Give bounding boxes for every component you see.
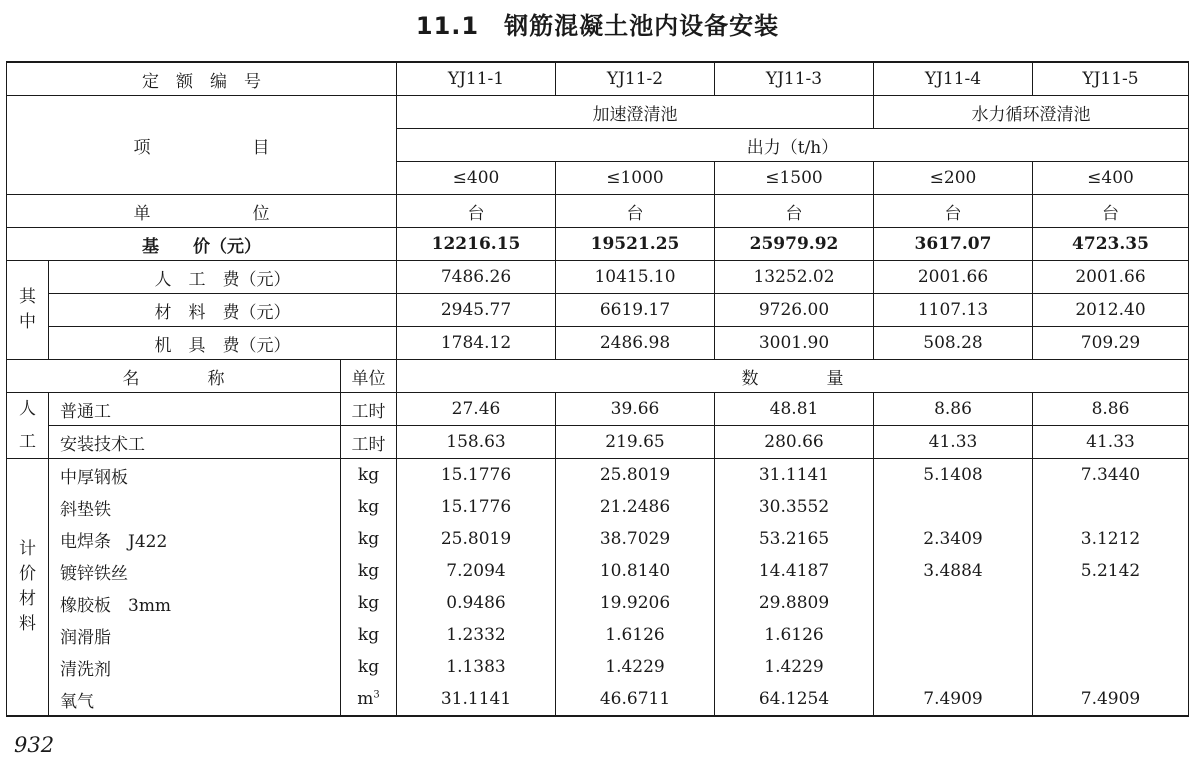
material-cell (874, 587, 1033, 619)
range-cell: ≤400 (1033, 162, 1189, 195)
breakdown-row (7, 261, 1189, 294)
quantity-header: 数 量 (397, 360, 1189, 393)
unit-text: m (357, 689, 374, 709)
breakdown-cell: 2945.77 (397, 294, 556, 327)
breakdown-cell: 6619.17 (556, 294, 715, 327)
code-cell: YJ11-1 (397, 62, 556, 96)
capacity-label: 出力（t/h） (397, 129, 1189, 162)
material-row (7, 587, 1189, 619)
material-unit: kg (341, 619, 397, 651)
labor-row (7, 393, 1189, 426)
base-price-cell: 3617.07 (874, 228, 1033, 261)
material-name: 润滑脂 (49, 619, 341, 651)
material-name: 镀锌铁丝 (49, 555, 341, 587)
breakdown-cell: 709.29 (1033, 327, 1189, 360)
material-cell: 25.8019 (556, 459, 715, 492)
name-header: 名 称 (7, 360, 341, 393)
material-cell: 1.2332 (397, 619, 556, 651)
material-cell: 1.6126 (715, 619, 874, 651)
side-char: 工 (19, 431, 36, 452)
base-price-label: 基 价（元） (7, 228, 397, 261)
material-row (7, 523, 1189, 555)
unit-cell: 台 (874, 195, 1033, 228)
material-row (7, 555, 1189, 587)
group-a-label: 加速澄清池 (397, 96, 874, 129)
material-cell: 1.1383 (397, 651, 556, 683)
labor-cell: 39.66 (556, 393, 715, 426)
material-row (7, 491, 1189, 523)
labor-cell: 8.86 (1033, 393, 1189, 426)
unit-cell: 台 (715, 195, 874, 228)
material-unit: kg (341, 651, 397, 683)
section-title: 11.1 钢筋混凝土池内设备安装 (415, 12, 780, 40)
material-unit: kg (341, 523, 397, 555)
base-price-cell: 19521.25 (556, 228, 715, 261)
base-price-cell: 4723.35 (1033, 228, 1189, 261)
material-cell: 0.9486 (397, 587, 556, 619)
material-cell: 15.1776 (397, 459, 556, 492)
material-name: 橡胶板 3mm (49, 587, 341, 619)
material-cell: 3.1212 (1033, 523, 1189, 555)
labor-cell: 48.81 (715, 393, 874, 426)
labor-cell: 27.46 (397, 393, 556, 426)
material-cell: 38.7029 (556, 523, 715, 555)
side-char: 人 (19, 398, 36, 419)
material-cell: 53.2165 (715, 523, 874, 555)
breakdown-cell: 3001.90 (715, 327, 874, 360)
material-name: 电焊条 J422 (49, 523, 341, 555)
side-char: 料 (19, 614, 36, 634)
breakdown-row (7, 327, 1189, 360)
breakdown-cell: 1784.12 (397, 327, 556, 360)
labor-cell: 41.33 (1033, 426, 1189, 459)
breakdown-cell: 2486.98 (556, 327, 715, 360)
material-cell: 31.1141 (397, 683, 556, 716)
material-cell: 30.3552 (715, 491, 874, 523)
material-cell: 7.4909 (1033, 683, 1189, 716)
materials-side-label (7, 459, 49, 717)
material-cell: 7.3440 (1033, 459, 1189, 492)
code-cell: YJ11-2 (556, 62, 715, 96)
material-cell: 64.1254 (715, 683, 874, 716)
material-cell (874, 619, 1033, 651)
material-cell (1033, 619, 1189, 651)
item-label: 项 目 (7, 96, 397, 195)
code-cell: YJ11-4 (874, 62, 1033, 96)
breakdown-cell: 508.28 (874, 327, 1033, 360)
material-cell: 7.4909 (874, 683, 1033, 716)
material-row (7, 651, 1189, 683)
material-row (7, 683, 1189, 716)
breakdown-cell: 2001.66 (1033, 261, 1189, 294)
material-cell: 15.1776 (397, 491, 556, 523)
material-cell (874, 651, 1033, 683)
unit-label: 单 位 (7, 195, 397, 228)
range-cell: ≤1000 (556, 162, 715, 195)
material-cell: 46.6711 (556, 683, 715, 716)
labor-name: 普通工 (49, 393, 341, 426)
material-cell: 3.4884 (874, 555, 1033, 587)
material-cell: 21.2486 (556, 491, 715, 523)
side-char: 中 (19, 312, 36, 332)
material-cell: 1.6126 (556, 619, 715, 651)
material-cell: 1.4229 (715, 651, 874, 683)
material-cell (1033, 651, 1189, 683)
breakdown-label: 人 工 费（元） (49, 261, 397, 294)
material-cell: 29.8809 (715, 587, 874, 619)
breakdown-cell: 2001.66 (874, 261, 1033, 294)
material-cell: 14.4187 (715, 555, 874, 587)
unit-cell: 台 (556, 195, 715, 228)
breakdown-row (7, 294, 1189, 327)
base-price-cell: 25979.92 (715, 228, 874, 261)
labor-side-label (7, 393, 49, 459)
unit-header: 单位 (341, 360, 397, 393)
labor-row (7, 426, 1189, 459)
side-char: 价 (19, 564, 36, 584)
labor-cell: 158.63 (397, 426, 556, 459)
labor-cell: 280.66 (715, 426, 874, 459)
breakdown-cell: 10415.10 (556, 261, 715, 294)
material-cell: 25.8019 (397, 523, 556, 555)
detail-header-row (7, 360, 1189, 393)
breakdown-label: 材 料 费（元） (49, 294, 397, 327)
material-name: 清洗剂 (49, 651, 341, 683)
material-cell: 10.8140 (556, 555, 715, 587)
quota-label: 定 额 编 号 (7, 62, 397, 96)
material-cell: 19.9206 (556, 587, 715, 619)
breakdown-cell: 2012.40 (1033, 294, 1189, 327)
material-unit: kg (341, 491, 397, 523)
range-cell: ≤200 (874, 162, 1033, 195)
side-char: 材 (19, 589, 36, 609)
material-unit: kg (341, 459, 397, 492)
unit-superscript: 3 (373, 689, 380, 701)
labor-unit: 工时 (341, 393, 397, 426)
material-unit: kg (341, 587, 397, 619)
unit-cell: 台 (397, 195, 556, 228)
material-cell (874, 491, 1033, 523)
material-name: 中厚钢板 (49, 459, 341, 492)
breakdown-label: 机 具 费（元） (49, 327, 397, 360)
material-cell: 31.1141 (715, 459, 874, 492)
base-price-cell: 12216.15 (397, 228, 556, 261)
base-price-row (7, 228, 1189, 261)
material-name: 氧气 (49, 683, 341, 716)
material-row (7, 459, 1189, 492)
side-char: 计 (19, 539, 36, 559)
side-char: 其 (19, 287, 36, 307)
unit-cell: 台 (1033, 195, 1189, 228)
breakdown-side-label (7, 261, 49, 360)
material-cell: 2.3409 (874, 523, 1033, 555)
unit-row (7, 195, 1189, 228)
material-row (7, 619, 1189, 651)
material-unit: kg (341, 555, 397, 587)
code-row (7, 62, 1189, 96)
labor-unit: 工时 (341, 426, 397, 459)
material-cell (1033, 587, 1189, 619)
material-unit (341, 683, 397, 716)
breakdown-cell: 7486.26 (397, 261, 556, 294)
group-b-label: 水力循环澄清池 (874, 96, 1189, 129)
breakdown-cell: 13252.02 (715, 261, 874, 294)
code-cell: YJ11-5 (1033, 62, 1189, 96)
page-number: 932 (14, 733, 55, 757)
material-cell: 7.2094 (397, 555, 556, 587)
labor-cell: 41.33 (874, 426, 1033, 459)
material-cell (1033, 491, 1189, 523)
labor-name: 安装技术工 (49, 426, 341, 459)
breakdown-cell: 1107.13 (874, 294, 1033, 327)
code-cell: YJ11-3 (715, 62, 874, 96)
material-cell: 5.2142 (1033, 555, 1189, 587)
range-cell: ≤1500 (715, 162, 874, 195)
quota-table (6, 61, 1189, 717)
labor-cell: 219.65 (556, 426, 715, 459)
material-cell: 5.1408 (874, 459, 1033, 492)
breakdown-cell: 9726.00 (715, 294, 874, 327)
material-name: 斜垫铁 (49, 491, 341, 523)
group-row (7, 96, 1189, 129)
material-cell: 1.4229 (556, 651, 715, 683)
range-cell: ≤400 (397, 162, 556, 195)
labor-cell: 8.86 (874, 393, 1033, 426)
